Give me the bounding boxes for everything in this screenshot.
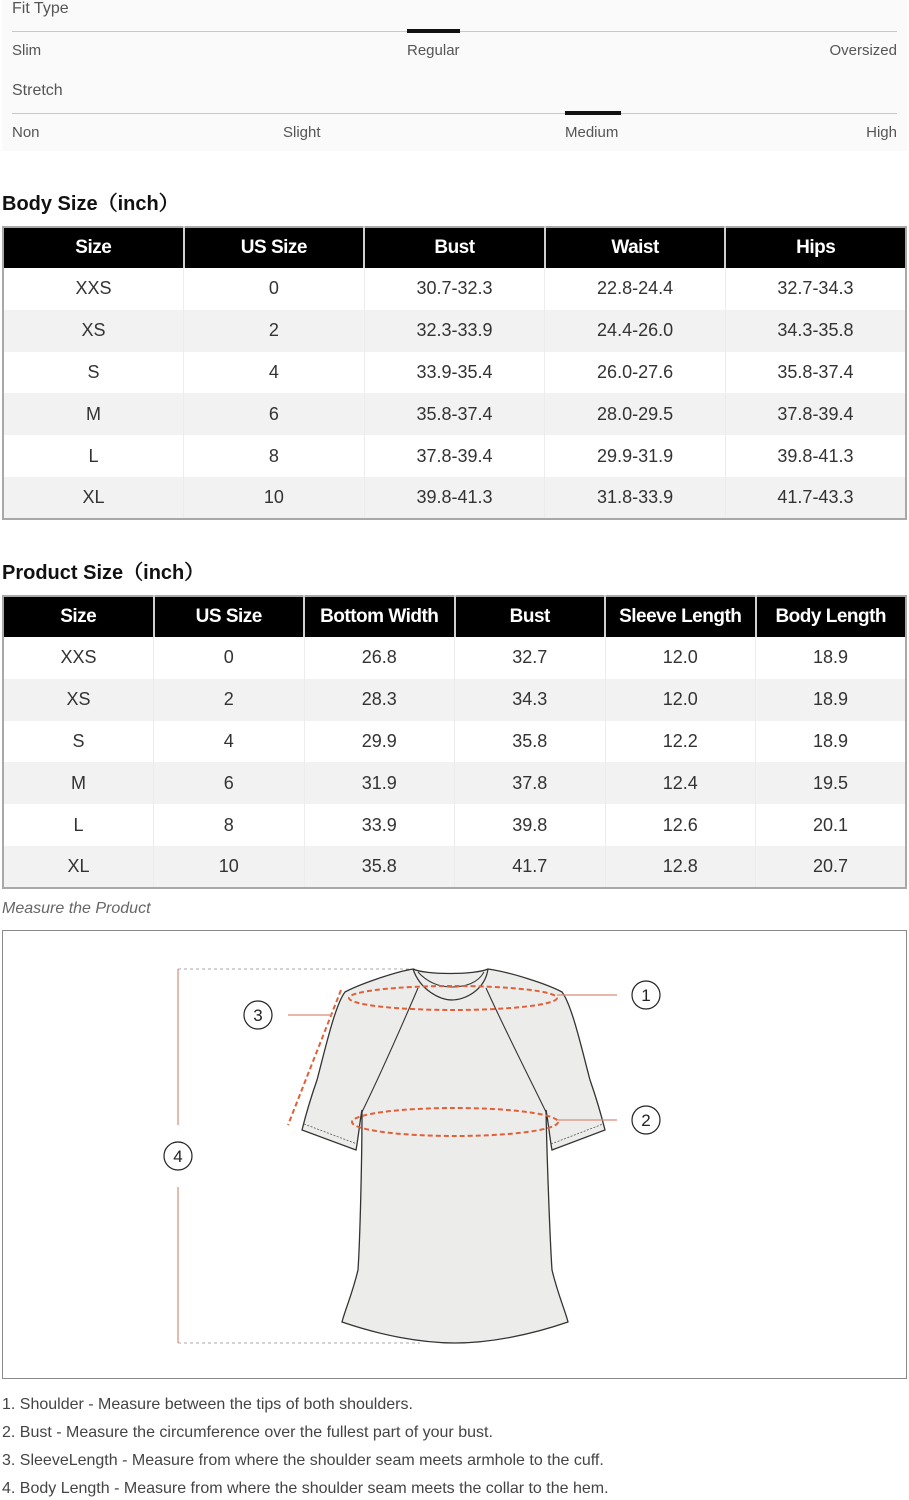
column-header: Bust xyxy=(364,227,545,268)
table-cell: 37.8-39.4 xyxy=(364,435,545,477)
table-cell: 19.5 xyxy=(756,762,907,804)
table-cell: 12.6 xyxy=(605,804,756,846)
fit-label-oversized: Oversized xyxy=(829,42,897,59)
table-cell: M xyxy=(3,393,184,435)
column-header: US Size xyxy=(184,227,365,268)
fit-label-regular: Regular xyxy=(407,42,460,59)
table-cell: 20.7 xyxy=(756,846,907,888)
column-header: Size xyxy=(3,596,154,637)
table-cell: 8 xyxy=(184,435,365,477)
tshirt-icon xyxy=(302,969,605,1343)
table-cell: 32.3-33.9 xyxy=(364,310,545,352)
stretch-label-medium: Medium xyxy=(565,124,619,141)
table-cell: 12.0 xyxy=(605,679,756,721)
table-cell: 22.8-24.4 xyxy=(545,268,726,310)
table-cell: 24.4-26.0 xyxy=(545,310,726,352)
svg-text:2: 2 xyxy=(641,1111,651,1130)
table-cell: 30.7-32.3 xyxy=(364,268,545,310)
table-cell: 33.9 xyxy=(304,804,455,846)
svg-text:1: 1 xyxy=(641,986,651,1005)
table-cell: 2 xyxy=(154,679,305,721)
table-cell: 26.0-27.6 xyxy=(545,352,726,394)
table-cell: 39.8-41.3 xyxy=(364,477,545,519)
column-header: Body Length xyxy=(756,596,907,637)
measurement-diagram xyxy=(2,930,907,1379)
table-cell: 29.9-31.9 xyxy=(545,435,726,477)
table-cell: 12.2 xyxy=(605,721,756,763)
column-header: Bottom Width xyxy=(304,596,455,637)
table-cell: L xyxy=(3,435,184,477)
table-cell: 32.7 xyxy=(455,637,606,679)
table-cell: 29.9 xyxy=(304,721,455,763)
table-cell: 37.8-39.4 xyxy=(725,393,906,435)
table-cell: 12.0 xyxy=(605,637,756,679)
stretch-label-non: Non xyxy=(12,124,40,141)
note-body-length: 4. Body Length - Measure from where the shoulder seam meets the collar to the hem. xyxy=(2,1480,609,1497)
table-cell: 28.3 xyxy=(304,679,455,721)
table-cell: 18.9 xyxy=(756,637,907,679)
column-header: Waist xyxy=(545,227,726,268)
note-shoulder: 1. Shoulder - Measure between the tips of both shoulders. xyxy=(2,1396,413,1413)
table-cell: M xyxy=(3,762,154,804)
table-cell: 6 xyxy=(184,393,365,435)
table-cell: 34.3-35.8 xyxy=(725,310,906,352)
table-cell: 18.9 xyxy=(756,679,907,721)
column-header: Hips xyxy=(725,227,906,268)
table-cell: 34.3 xyxy=(455,679,606,721)
table-cell: 4 xyxy=(184,352,365,394)
fit-label-slim: Slim xyxy=(12,42,42,59)
table-cell: XXS xyxy=(3,268,184,310)
stretch-label-slight: Slight xyxy=(283,124,321,141)
table-cell: 33.9-35.4 xyxy=(364,352,545,394)
table-cell: 35.8-37.4 xyxy=(364,393,545,435)
table-cell: 0 xyxy=(184,268,365,310)
table-cell: L xyxy=(3,804,154,846)
table-cell: S xyxy=(3,352,184,394)
table-cell: XL xyxy=(3,477,184,519)
table-cell: 31.8-33.9 xyxy=(545,477,726,519)
table-cell: XS xyxy=(3,310,184,352)
table-cell: 4 xyxy=(154,721,305,763)
table-cell: 39.8 xyxy=(455,804,606,846)
table-cell: 6 xyxy=(154,762,305,804)
table-cell: 10 xyxy=(154,846,305,888)
table-cell: S xyxy=(3,721,154,763)
note-sleeve-length: 3. SleeveLength - Measure from where the shoulder seam meets armhole to the cuff. xyxy=(2,1452,604,1469)
table-cell: 12.8 xyxy=(605,846,756,888)
table-cell: XXS xyxy=(3,637,154,679)
table-cell: 26.8 xyxy=(304,637,455,679)
product-size-title: Product Size（inch） xyxy=(2,562,205,584)
table-cell: 31.9 xyxy=(304,762,455,804)
table-cell: 12.4 xyxy=(605,762,756,804)
svg-text:3: 3 xyxy=(253,1006,263,1025)
table-cell: 35.8-37.4 xyxy=(725,352,906,394)
table-cell: XL xyxy=(3,846,154,888)
svg-text:4: 4 xyxy=(173,1147,183,1166)
table-cell: 8 xyxy=(154,804,305,846)
measurement-notes xyxy=(2,1394,609,1500)
column-header: Size xyxy=(3,227,184,268)
table-cell: 37.8 xyxy=(455,762,606,804)
table-cell: 20.1 xyxy=(756,804,907,846)
table-cell: XS xyxy=(3,679,154,721)
table-cell: 10 xyxy=(184,477,365,519)
stretch-label-high: High xyxy=(866,124,897,141)
body-size-title: Body Size（inch） xyxy=(2,193,179,215)
table-cell: 35.8 xyxy=(304,846,455,888)
fit-type-title: Fit Type xyxy=(12,0,69,17)
table-cell: 0 xyxy=(154,637,305,679)
callout-1-icon xyxy=(632,981,660,1009)
column-header: US Size xyxy=(154,596,305,637)
table-cell: 41.7 xyxy=(455,846,606,888)
stretch-title: Stretch xyxy=(12,82,63,99)
note-bust: 2. Bust - Measure the circumference over the fullest part of your bust. xyxy=(2,1424,493,1441)
callout-2-icon xyxy=(632,1106,660,1134)
table-cell: 32.7-34.3 xyxy=(725,268,906,310)
callout-3-icon xyxy=(244,1001,272,1029)
table-cell: 35.8 xyxy=(455,721,606,763)
table-cell: 28.0-29.5 xyxy=(545,393,726,435)
column-header: Sleeve Length xyxy=(605,596,756,637)
table-cell: 18.9 xyxy=(756,721,907,763)
table-cell: 39.8-41.3 xyxy=(725,435,906,477)
callout-4-icon xyxy=(164,1142,192,1170)
table-cell: 2 xyxy=(184,310,365,352)
measure-caption: Measure the Product xyxy=(2,900,151,917)
column-header: Bust xyxy=(455,596,606,637)
table-cell: 41.7-43.3 xyxy=(725,477,906,519)
